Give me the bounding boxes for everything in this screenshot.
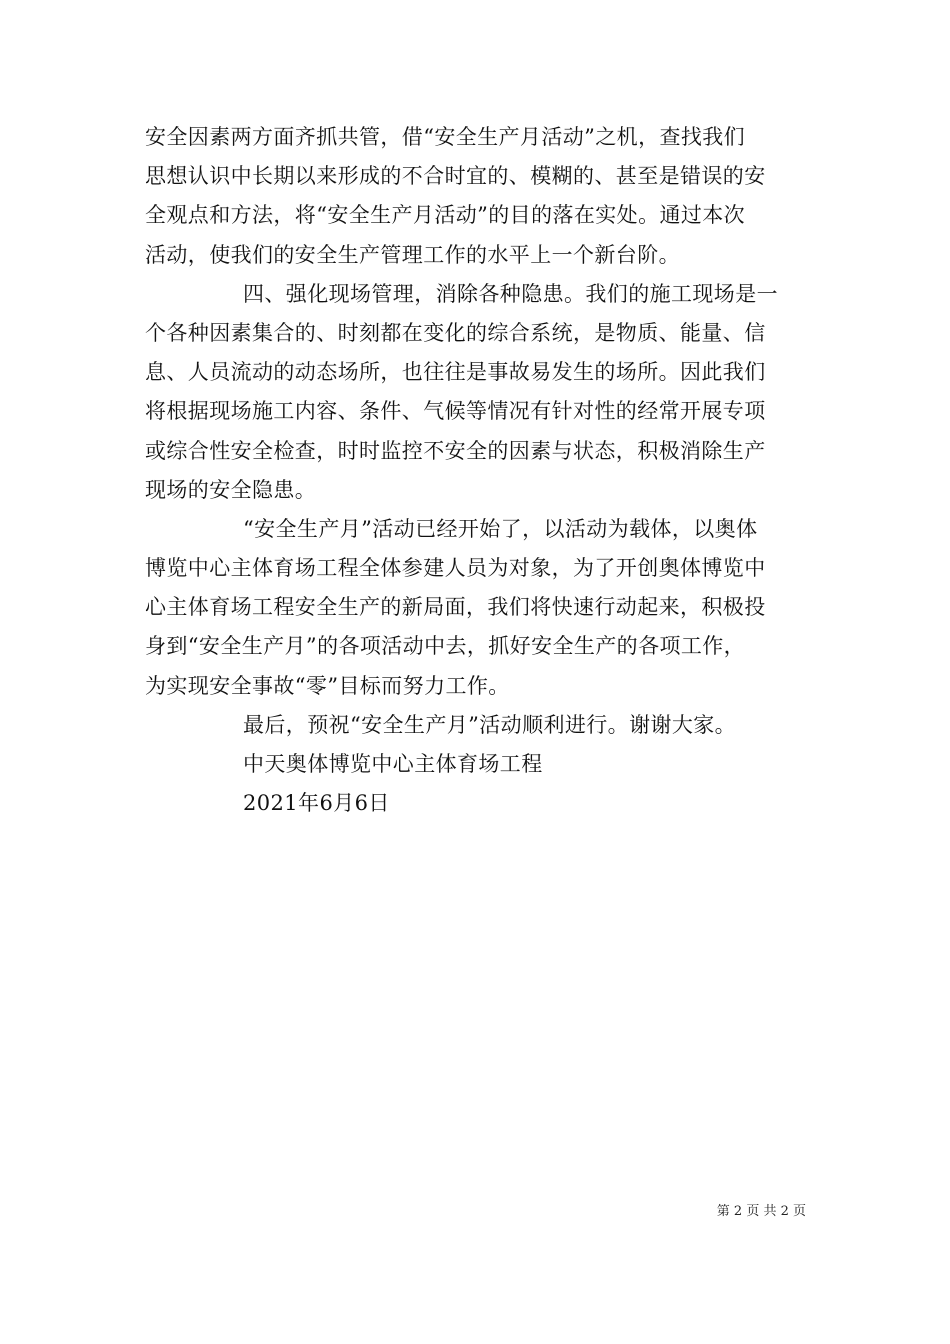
text-line: 全观点和方法，将“安全生产月活动”的目的落在实处。通过本次 (145, 203, 746, 228)
text-line: 活动，使我们的安全生产管理工作的水平上一个新台阶。 (145, 242, 680, 267)
text-line: 将根据现场施工内容、条件、气候等情况有针对性的经常开展专项 (145, 399, 766, 424)
text-line: 博览中心主体育场工程全体参建人员为对象，为了开创奥体博览中 (145, 556, 766, 581)
paragraph-start-line: 四、强化现场管理，消除各种隐患。我们的施工现场是一 (243, 281, 778, 306)
text-line: 安全因素两方面齐抓共管，借“安全生产月活动”之机，查找我们 (145, 125, 746, 149)
signature-date: 2021年6月6日 (243, 791, 390, 816)
text-line: 身到“安全生产月”的各项活动中去，抓好安全生产的各项工作， (145, 634, 746, 659)
text-line: 思想认识中长期以来形成的不合时宜的、模糊的、甚至是错误的安 (145, 164, 766, 189)
text-line: 心主体育场工程安全生产的新局面，我们将快速行动起来，积极投 (145, 595, 766, 620)
document-body (145, 118, 810, 823)
text-line: 现场的安全隐患。 (145, 477, 317, 502)
page-number-footer: 第 2 页 共 2 页 (716, 1204, 806, 1219)
signature-organization: 中天奥体博览中心主体育场工程 (243, 752, 543, 776)
paragraph-start-line: “安全生产月”活动已经开始了，以活动为载体，以奥体 (243, 516, 758, 541)
text-line: 为实现安全事故“零”目标而努力工作。 (145, 673, 510, 698)
text-line: 或综合性安全检查，时时监控不安全的因素与状态，积极消除生产 (145, 438, 766, 463)
closing-line: 最后，预祝“安全生产月”活动顺利进行。谢谢大家。 (243, 712, 737, 737)
text-line: 个各种因素集合的、时刻都在变化的综合系统，是物质、能量、信 (145, 320, 766, 345)
text-line: 息、人员流动的动态场所，也往往是事故易发生的场所。因此我们 (145, 360, 766, 385)
